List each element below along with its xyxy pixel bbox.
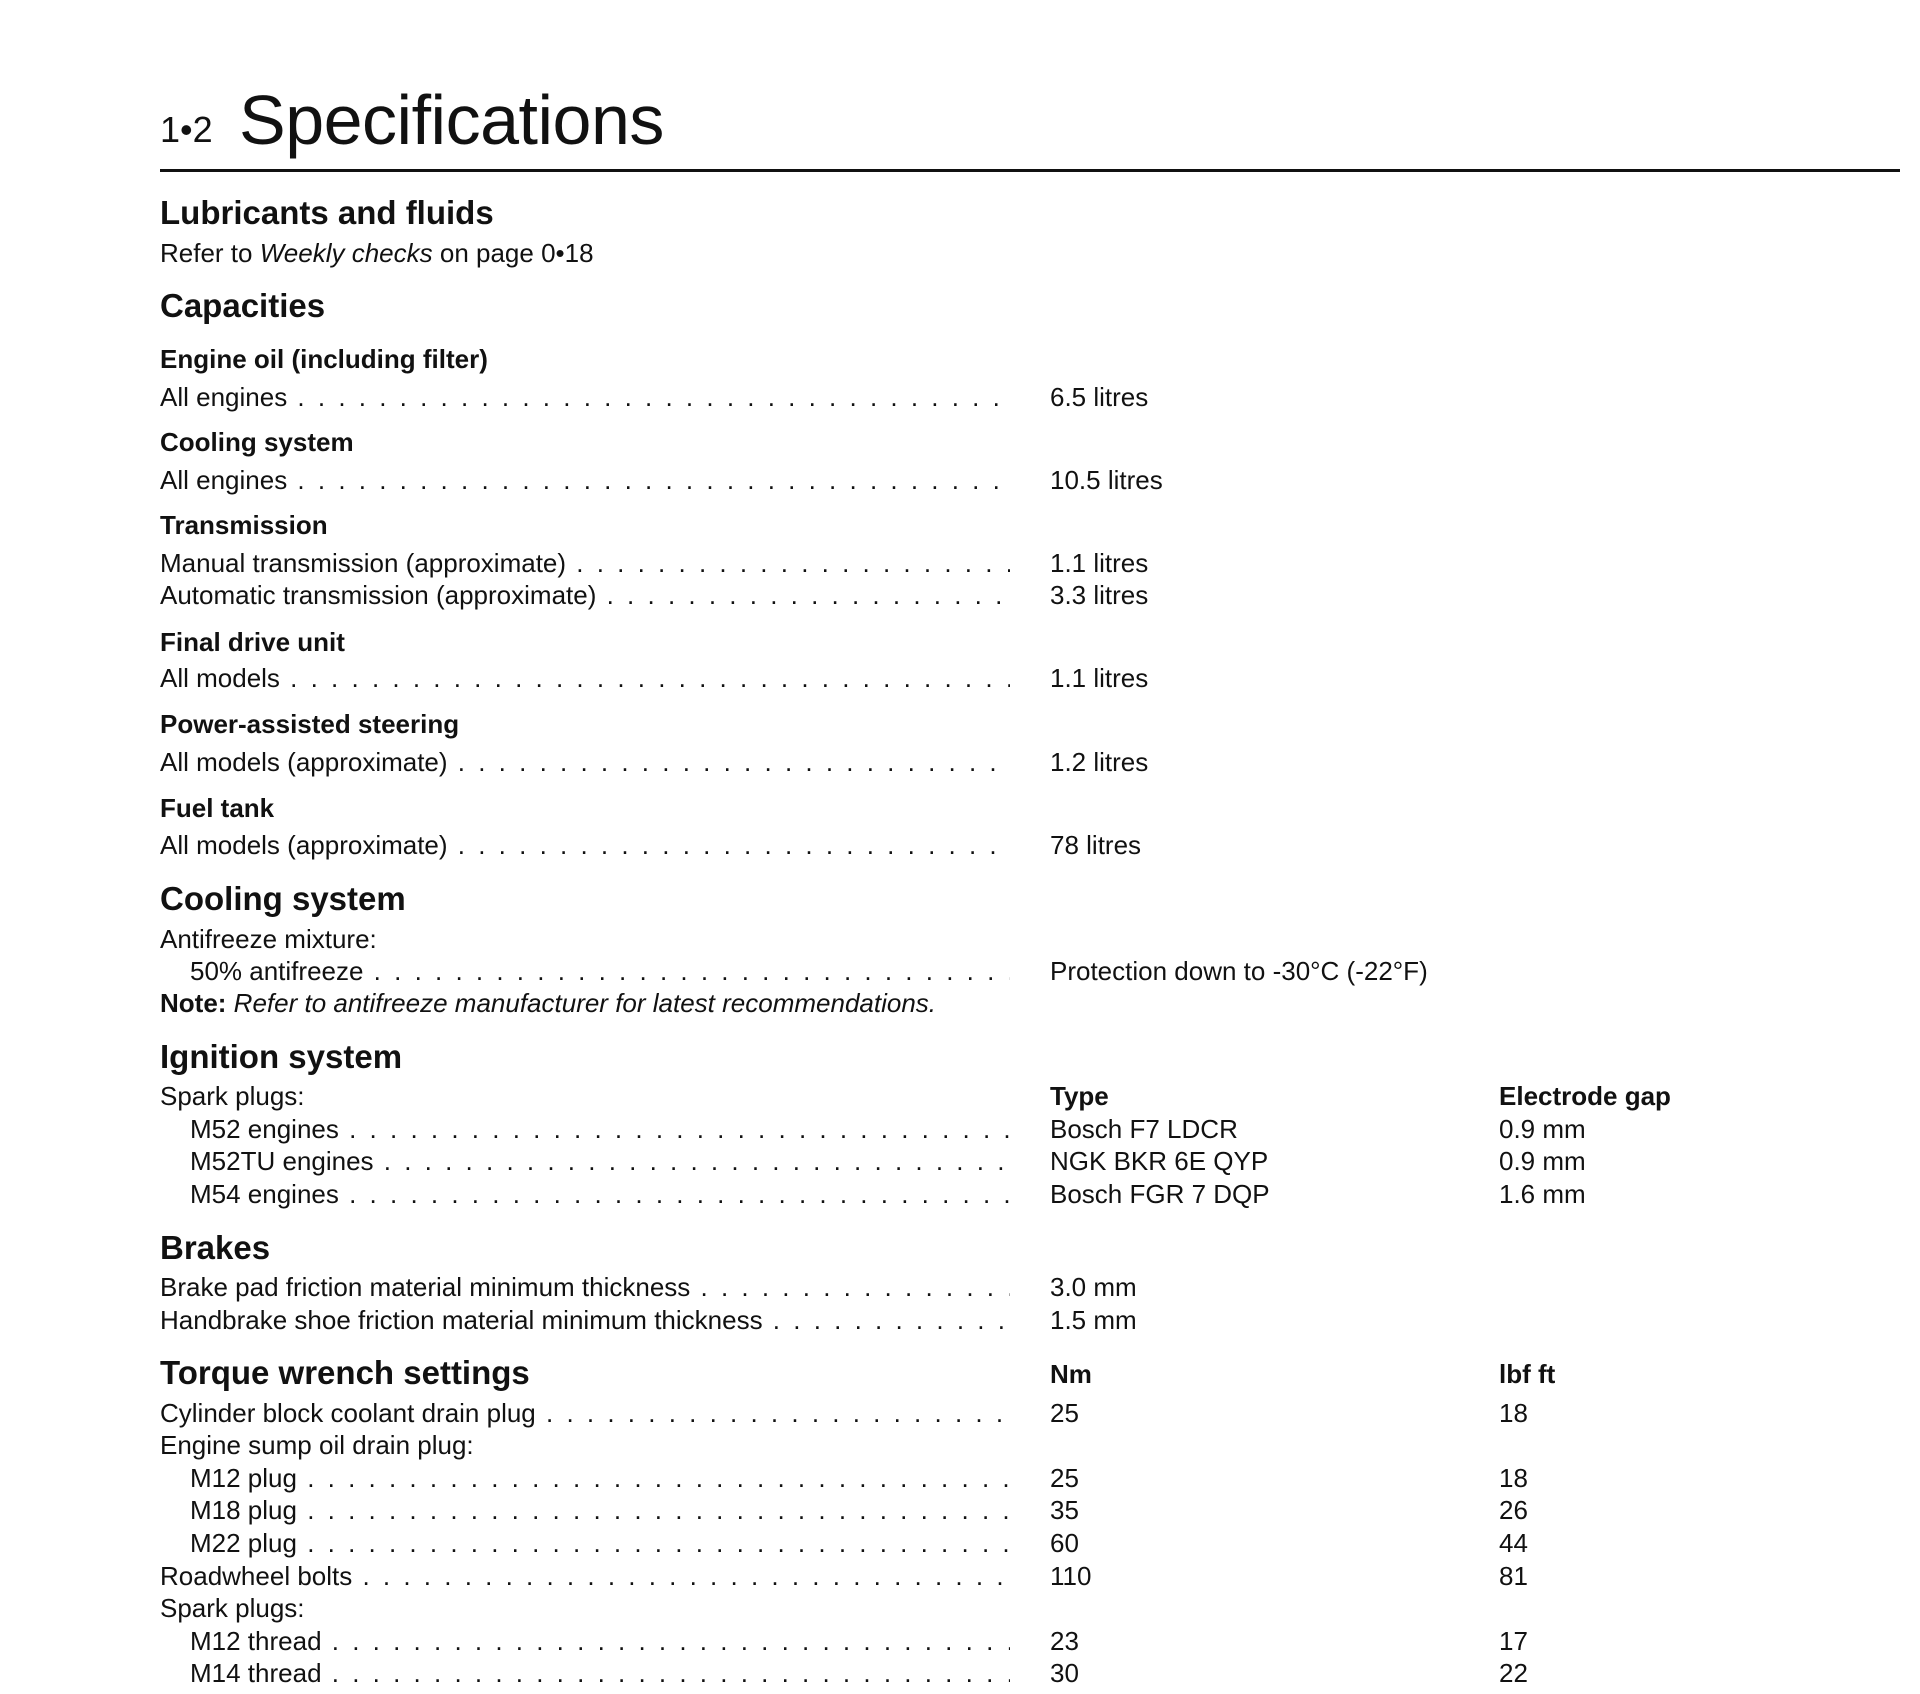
spec-value: 1.2 litres xyxy=(1050,747,1149,777)
spec-row xyxy=(160,1494,1900,1526)
spec-row xyxy=(160,1080,1900,1112)
torque-nm: 110 xyxy=(1050,1561,1092,1591)
spec-row xyxy=(160,1397,1900,1429)
torque-column-headers xyxy=(160,1358,1900,1390)
spec-label: M12 thread xyxy=(190,1626,322,1656)
spec-label: All engines xyxy=(160,465,288,495)
torque-nm: 25 xyxy=(1050,1463,1079,1493)
spec-label: M12 plug xyxy=(190,1463,297,1493)
spec-label: Spark plugs: xyxy=(160,1081,305,1111)
subheading-power-steering: Power-assisted steering xyxy=(160,709,460,739)
subheading-cooling-system: Cooling system xyxy=(160,427,354,457)
electrode-gap: 1.6 mm xyxy=(1499,1179,1586,1209)
spec-label: M52 engines xyxy=(190,1114,339,1144)
electrode-gap: 0.9 mm xyxy=(1499,1146,1586,1176)
spec-label: All models (approximate) xyxy=(160,830,448,860)
dot-leader xyxy=(374,1146,1010,1176)
spec-row xyxy=(160,1271,1900,1303)
reference-prefix: Refer to xyxy=(160,238,260,268)
column-header-type: Type xyxy=(1050,1081,1109,1111)
spec-label: Engine sump oil drain plug: xyxy=(160,1430,474,1460)
section-heading-ignition: Ignition system xyxy=(160,1038,403,1075)
spec-label: All models xyxy=(160,663,280,693)
note-text: Refer to antifreeze manufacturer for latest recommendations. xyxy=(233,988,937,1018)
dot-leader xyxy=(363,956,1010,986)
torque-nm: 30 xyxy=(1050,1658,1079,1688)
dot-leader xyxy=(297,1463,1010,1493)
dot-leader xyxy=(596,580,1010,610)
section-heading-capacities: Capacities xyxy=(160,287,326,324)
spec-label: M14 thread xyxy=(190,1658,322,1688)
torque-lbf-ft: 18 xyxy=(1499,1398,1528,1428)
section-heading-torque: Torque wrench settings xyxy=(160,1354,530,1391)
spec-row xyxy=(160,1527,1900,1559)
torque-nm: 23 xyxy=(1050,1626,1079,1656)
torque-lbf-ft: 44 xyxy=(1499,1528,1528,1558)
spec-label: All models (approximate) xyxy=(160,747,448,777)
spec-value: 78 litres xyxy=(1050,830,1142,860)
spec-label: Cylinder block coolant drain plug xyxy=(160,1398,536,1428)
spec-value: 3.0 mm xyxy=(1050,1272,1137,1302)
dot-leader xyxy=(280,663,1010,693)
spec-row xyxy=(160,381,1900,413)
dot-leader xyxy=(339,1179,1010,1209)
spec-row xyxy=(160,579,1900,611)
dot-leader xyxy=(322,1658,1010,1688)
column-header-nm: Nm xyxy=(1050,1359,1092,1389)
dot-leader xyxy=(297,1528,1010,1558)
spec-value: 10.5 litres xyxy=(1050,465,1163,495)
note-label: Note: xyxy=(160,988,227,1018)
subheading-final-drive: Final drive unit xyxy=(160,627,345,657)
cooling-note xyxy=(160,987,936,1019)
dot-leader xyxy=(352,1561,1010,1591)
spec-row xyxy=(160,1625,1900,1657)
spec-label: Handbrake shoe friction material minimum thickness xyxy=(160,1305,763,1335)
dot-leader xyxy=(322,1626,1010,1656)
dot-leader xyxy=(297,1495,1010,1525)
spark-plug-type: Bosch FGR 7 DQP xyxy=(1050,1179,1270,1209)
dot-leader xyxy=(536,1398,1010,1428)
spec-label: All engines xyxy=(160,382,288,412)
spec-row xyxy=(160,955,1900,987)
section-heading-cooling: Cooling system xyxy=(160,880,406,917)
subheading-engine-oil: Engine oil (including filter) xyxy=(160,344,488,374)
spec-row xyxy=(160,662,1900,694)
dot-leader xyxy=(339,1114,1010,1144)
dot-leader xyxy=(566,548,1010,578)
spec-row xyxy=(160,1113,1900,1145)
spec-row xyxy=(160,464,1900,496)
spec-label: Spark plugs: xyxy=(160,1593,305,1623)
dot-leader xyxy=(448,830,1010,860)
torque-lbf-ft: 22 xyxy=(1499,1658,1528,1688)
spark-plug-type: Bosch F7 LDCR xyxy=(1050,1114,1238,1144)
column-header-electrode-gap: Electrode gap xyxy=(1499,1081,1671,1111)
spec-row xyxy=(160,829,1900,861)
spec-label: 50% antifreeze xyxy=(190,956,364,986)
electrode-gap: 0.9 mm xyxy=(1499,1114,1586,1144)
torque-nm: 35 xyxy=(1050,1495,1079,1525)
spec-row xyxy=(160,547,1900,579)
spec-row xyxy=(160,1178,1900,1210)
subheading-transmission: Transmission xyxy=(160,510,328,540)
spec-value: 1.5 mm xyxy=(1050,1305,1137,1335)
spark-plug-type: NGK BKR 6E QYP xyxy=(1050,1146,1269,1176)
spec-label: M52TU engines xyxy=(190,1146,374,1176)
spec-row xyxy=(160,1560,1900,1592)
spec-label: Automatic transmission (approximate) xyxy=(160,580,597,610)
spec-value: 1.1 litres xyxy=(1050,663,1149,693)
page-title: Specifications xyxy=(239,81,664,159)
dot-leader xyxy=(690,1272,1010,1302)
spec-value: 3.3 litres xyxy=(1050,580,1149,610)
torque-lbf-ft: 81 xyxy=(1499,1561,1528,1591)
torque-lbf-ft: 26 xyxy=(1499,1495,1528,1525)
spec-row xyxy=(160,1462,1900,1494)
torque-nm: 60 xyxy=(1050,1528,1079,1558)
spec-label: Brake pad friction material minimum thickness xyxy=(160,1272,691,1302)
lubricants-reference xyxy=(160,237,594,269)
spec-value: 1.1 litres xyxy=(1050,548,1149,578)
dot-leader xyxy=(763,1305,1010,1335)
antifreeze-label: Antifreeze mixture: xyxy=(160,924,377,954)
spec-label: M18 plug xyxy=(190,1495,297,1525)
dot-leader xyxy=(287,465,1010,495)
page-number: 1•2 xyxy=(160,109,213,150)
spec-row xyxy=(160,746,1900,778)
reference-suffix: on page 0•18 xyxy=(432,238,594,268)
weekly-checks-reference: Weekly checks xyxy=(259,238,433,268)
dot-leader xyxy=(287,382,1010,412)
spec-row xyxy=(160,1429,1900,1461)
spec-row xyxy=(160,1304,1900,1336)
torque-nm: 25 xyxy=(1050,1398,1079,1428)
spec-row xyxy=(160,1657,1900,1689)
header-rule xyxy=(160,169,1900,172)
subheading-fuel-tank: Fuel tank xyxy=(160,793,275,823)
spec-value: Protection down to -30°C (-22°F) xyxy=(1050,956,1428,986)
dot-leader xyxy=(448,747,1010,777)
section-heading-lubricants: Lubricants and fluids xyxy=(160,194,494,231)
spec-label: M22 plug xyxy=(190,1528,297,1558)
torque-lbf-ft: 17 xyxy=(1499,1626,1528,1656)
torque-lbf-ft: 18 xyxy=(1499,1463,1528,1493)
spec-label: Roadwheel bolts xyxy=(160,1561,353,1591)
column-header-lbf-ft: lbf ft xyxy=(1499,1359,1556,1389)
spec-label: M54 engines xyxy=(190,1179,339,1209)
spec-row xyxy=(160,1592,1900,1624)
section-heading-brakes: Brakes xyxy=(160,1229,271,1266)
spec-value: 6.5 litres xyxy=(1050,382,1149,412)
spec-label: Manual transmission (approximate) xyxy=(160,548,567,578)
spec-row xyxy=(160,1145,1900,1177)
